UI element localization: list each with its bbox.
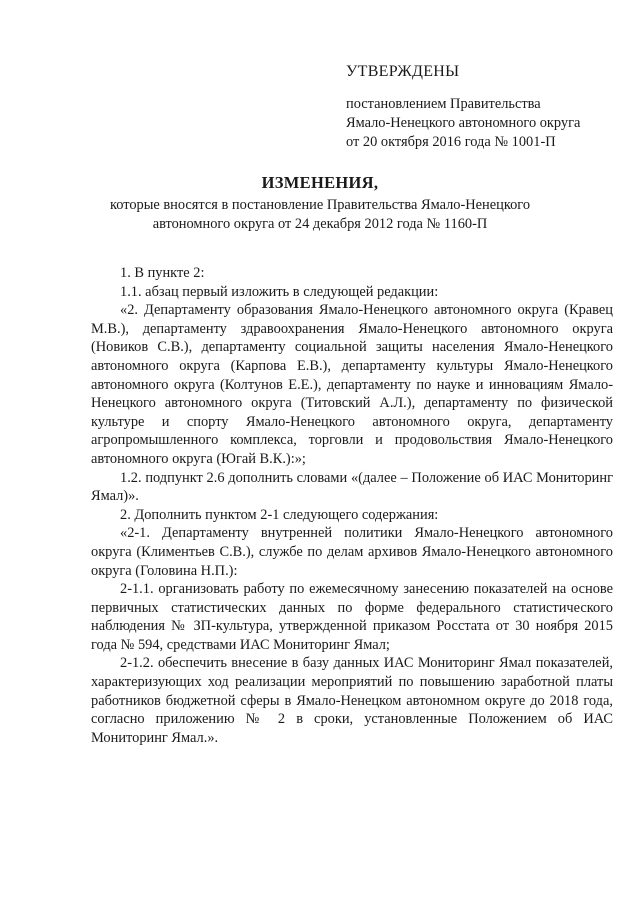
document-heading <box>60 173 580 234</box>
approval-line: постановлением Правительства <box>346 96 541 112</box>
approval-line: от 20 октября 2016 года № 1001-П <box>346 134 556 150</box>
paragraph-quote-2-1: «2-1. Департаменту внутренней политики Ямало-Ненецкого автономного округа (Климентьев С.В.), службе по делам архивов Ямало-Ненецкого автономного округа (Головина Н.П.): <box>91 525 613 579</box>
subtitle-line: автономного округа от 24 декабря 2012 года № 1160-П <box>152 216 488 232</box>
approval-block <box>346 62 626 152</box>
document-body <box>91 264 613 747</box>
document-title: ИЗМЕНЕНИЯ, <box>261 173 379 192</box>
paragraph-item-2-1-2: 2-1.2. обеспечить внесение в базу данных ИАС Мониторинг Ямал показателей, характеризующих ход реализации мероприятий по повышению заработной платы работников бюджетной сферы в Ямало-Ненецком автономном округе до 2018 года, согласно приложению № 2 в сроки, установленные Положением об ИАС Мониторинг Ямал.». <box>91 655 613 746</box>
paragraph-item-1-1: 1.1. абзац первый изложить в следующей редакции: <box>120 283 439 300</box>
subtitle-line: которые вносятся в постановление Правительства Ямало-Ненецкого <box>109 197 531 213</box>
paragraph-quote-2: «2. Департаменту образования Ямало-Ненецкого автономного округа (Кравец М.В.), департаменту здравоохранения Ямало-Ненецкого автономного округа (Новиков С.В.), департаменту социальной защиты населения Ямало-Ненецкого автономного округа (Карпова Е.В.), департаменту культуры Ямало-Ненецкого автономного округа (Колтунов Е.Е.), департаменту по науке и инновациям Ямало-Ненецкого автономного округа (Титовский А.Л.), департаменту по физической культуре и спорту Ямало-Ненецкого автономного округа, департаменту агропромышленного комплекса, торговли и продовольствия Ямало-Ненецкого автономного округа (Югай В.К.):»; <box>91 302 613 467</box>
paragraph-item-2: 2. Дополнить пунктом 2-1 следующего содержания: <box>120 506 439 523</box>
approval-line: Ямало-Ненецкого автономного округа <box>346 115 581 131</box>
document-subtitle <box>60 196 580 234</box>
approval-lines <box>346 95 626 152</box>
paragraph-item-1-2: 1.2. подпункт 2.6 дополнить словами «(далее – Положение об ИАС Мониторинг Ямал)». <box>91 469 613 505</box>
paragraph-item-1: 1. В пункте 2: <box>120 265 205 281</box>
paragraph-item-2-1-1: 2-1.1. организовать работу по ежемесячному занесению показателей на основе первичных статистических данных по форме федерального статистического наблюдения № ЗП-культура, утвержденной приказом Росстата от 30 ноября 2015 года № 594, средствами ИАС Мониторинг Ямал; <box>91 581 613 653</box>
approval-title: УТВЕРЖДЕНЫ <box>346 63 460 80</box>
